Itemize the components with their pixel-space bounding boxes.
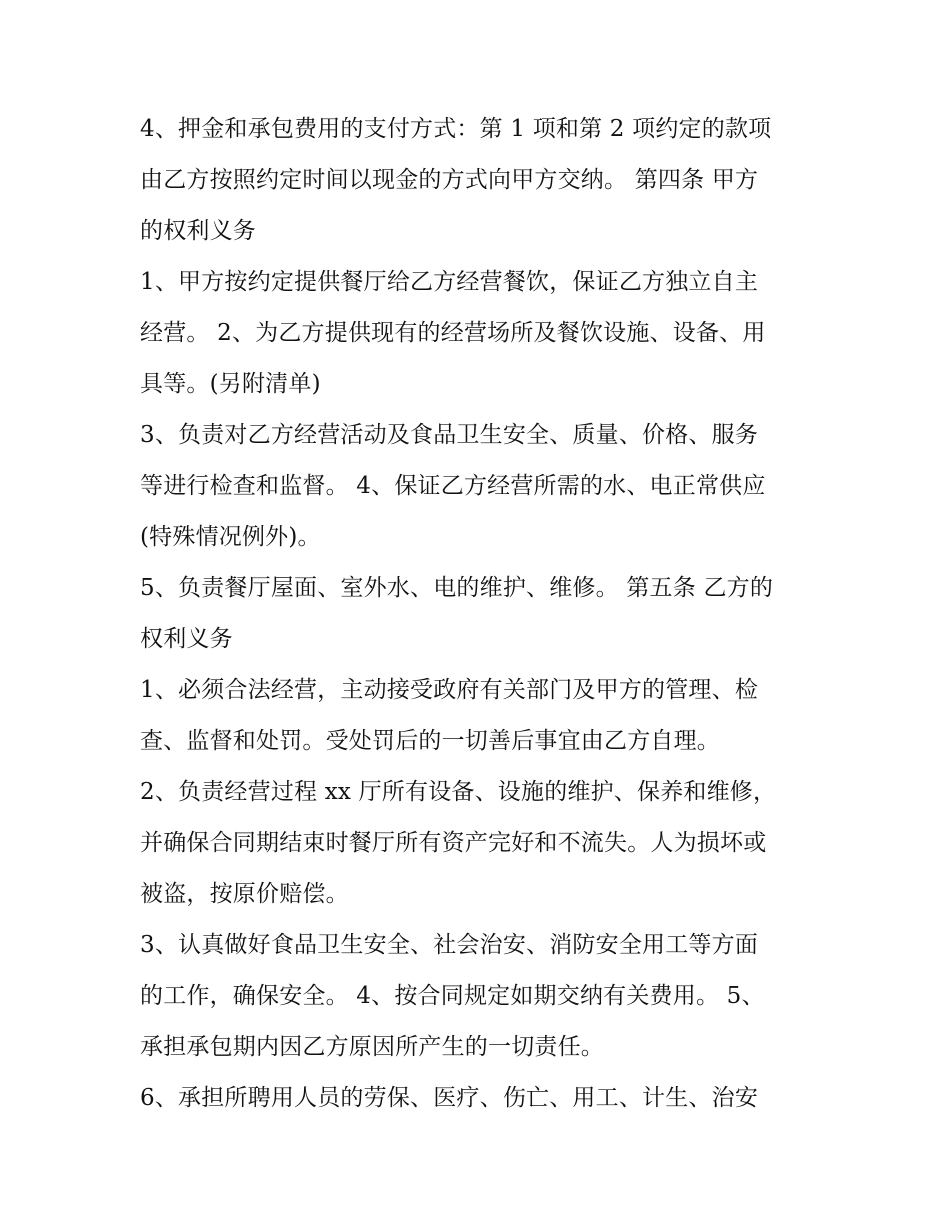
text-line-4: 1、甲方按约定提供餐厅给乙方经营餐饮，保证乙方独立自主 [140, 269, 759, 295]
text-line-8: 等进行检查和监督。 4、保证乙方经营所需的水、电正常供应 [140, 473, 766, 499]
text-line-18: 的工作，确保安全。 4、按合同规定如期交纳有关费用。 5、 [140, 983, 765, 1009]
text-line-5: 经营。 2、为乙方提供现有的经营场所及餐饮设施、设备、用 [140, 320, 766, 346]
text-line-3: 的权利义务 [140, 218, 256, 244]
text-line-20: 6、承担所聘用人员的劳保、医疗、伤亡、用工、计生、治安 [140, 1085, 759, 1111]
text-line-6: 具等。(另附清单) [140, 371, 321, 397]
text-line-11: 权利义务 [140, 626, 233, 652]
text-line-16: 被盗，按原价赔偿。 [140, 881, 349, 907]
text-line-13: 查、监督和处罚。受处罚后的一切善后事宜由乙方自理。 [140, 728, 720, 754]
text-line-7: 3、负责对乙方经营活动及食品卫生安全、质量、价格、服务 [140, 422, 759, 448]
text-line-9: (特殊情况例外)。 [140, 524, 321, 550]
document-body [140, 104, 830, 1124]
text-line-2: 由乙方按照约定时间以现金的方式向甲方交纳。 第四条 甲方 [140, 167, 759, 193]
text-line-15: 并确保合同期结束时餐厅所有资产完好和不流失。人为损坏或 [140, 830, 767, 856]
text-line-1: 4、押金和承包费用的支付方式：第 1 项和第 2 项约定的款项 [140, 116, 772, 142]
text-line-14: 2、负责经营过程 xx 厅所有设备、设施的维护、保养和维修， [140, 779, 777, 805]
text-line-12: 1、必须合法经营，主动接受政府有关部门及甲方的管理、检 [140, 677, 759, 703]
text-line-19: 承担承包期内因乙方原因所产生的一切责任。 [140, 1034, 604, 1060]
text-line-17: 3、认真做好食品卫生安全、社会治安、消防安全用工等方面 [140, 932, 759, 958]
text-line-10: 5、负责餐厅屋面、室外水、电的维护、维修。 第五条 乙方的 [140, 575, 774, 601]
